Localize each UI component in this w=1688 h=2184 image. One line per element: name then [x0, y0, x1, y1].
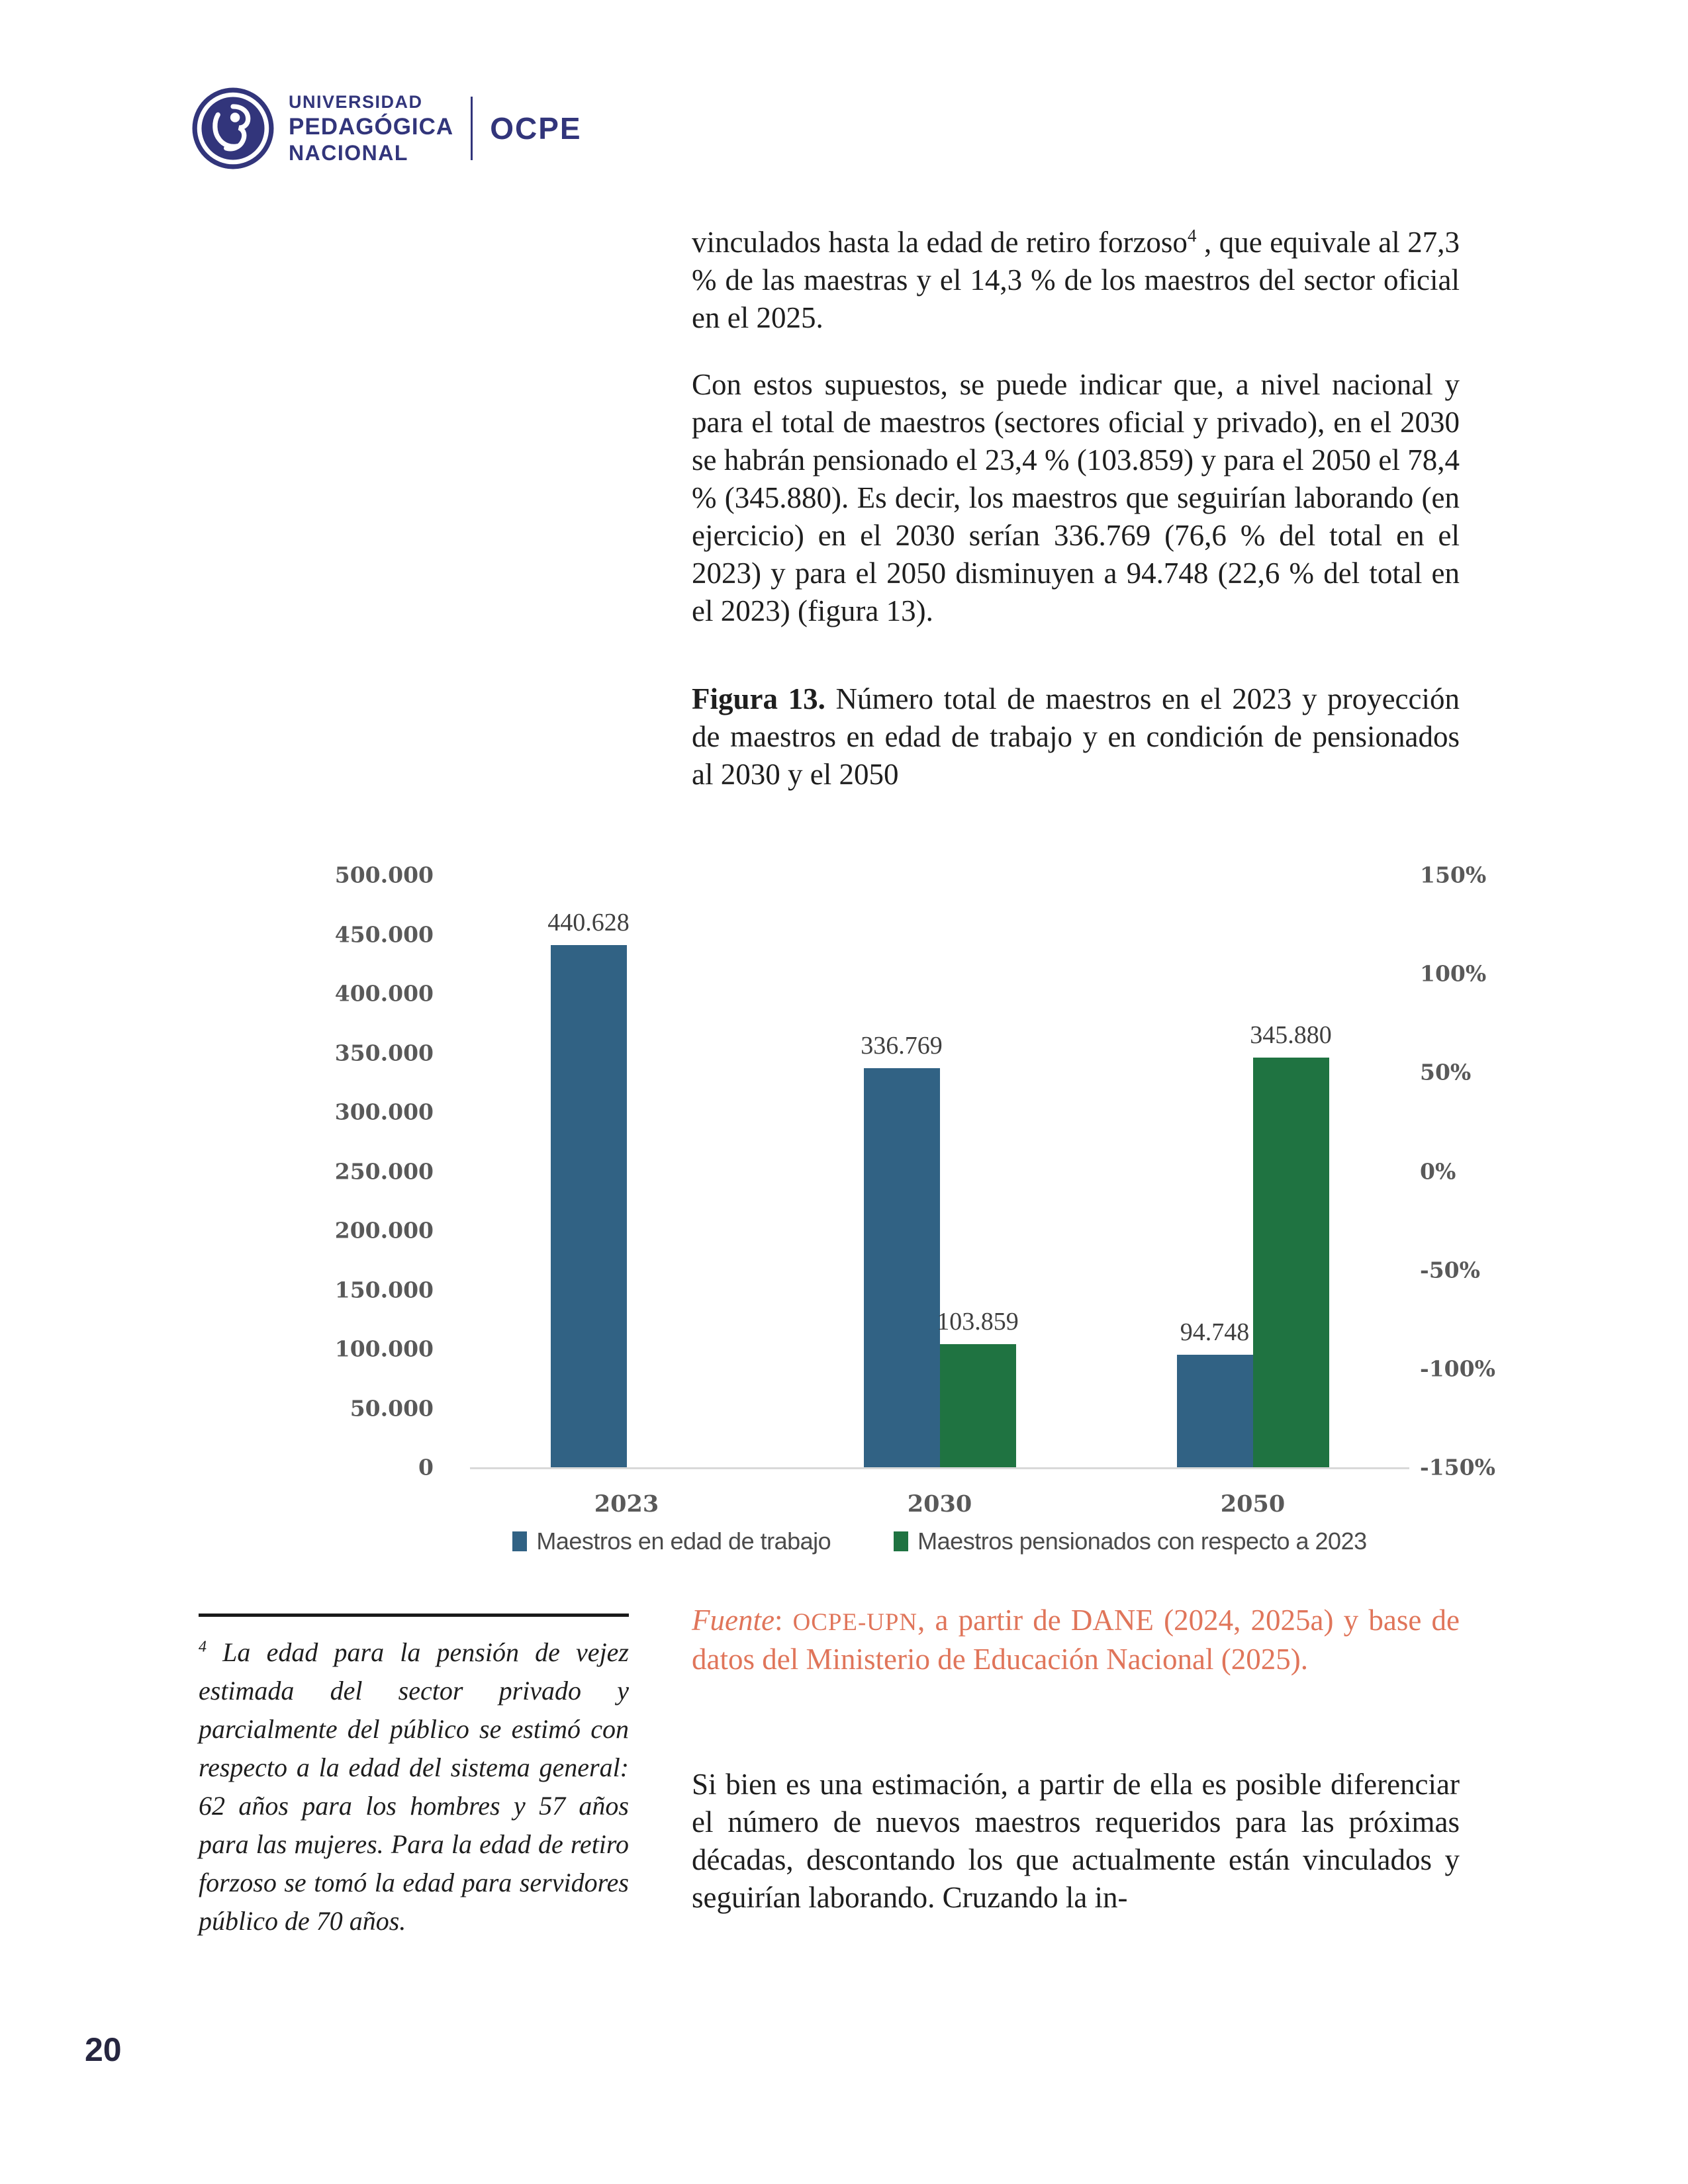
paragraph-intro-pre: vinculados hasta la edad de retiro forzoso [692, 226, 1188, 259]
figure-chart [324, 860, 1495, 1575]
paragraph-intro [692, 224, 1460, 337]
secondary-axis-tick-label: 0% [1420, 1158, 1456, 1184]
legend-item [512, 1527, 831, 1555]
legend-swatch-icon [512, 1531, 527, 1551]
legend-label: Maestros en edad de trabajo [536, 1527, 831, 1555]
secondary-axis-tick-label: -100% [1420, 1355, 1495, 1382]
y-axis-tick-label: 100.000 [334, 1336, 434, 1362]
header [192, 87, 582, 169]
university-brand [289, 93, 453, 163]
y-axis-tick-label: 200.000 [334, 1217, 434, 1244]
secondary-axis-tick-label: -50% [1420, 1257, 1480, 1283]
ocpe-label: OCPE [490, 111, 582, 146]
secondary-axis-tick-label: 100% [1420, 960, 1487, 987]
y-axis-tick-label: 450.000 [334, 921, 434, 947]
paragraph-projection: Con estos supuestos, se puede indicar que, a nivel nacional y para el total de maestros (sectores oficial y privado), en el 2030 se habrán pensionado el 23,4 % (103.859) y para el 2050 el 78,4 % (345.880). Es decir, los maestros que seguirían laborando (en ejercicio) en el 2030 serían 336.769 (76,6 % del total en el 2023) y para el 2050 disminuyen a 94.748 (22,6 % del total en el 2023) (figura 13). [692, 368, 1460, 627]
bar-pensionados-2030 [940, 1344, 1016, 1467]
y-axis-tick-label: 250.000 [334, 1158, 434, 1184]
brand-line-2: PEDAGÓGICA [289, 114, 454, 140]
figure-caption-label: Figura 13. [692, 682, 825, 715]
footnote-marker: 4 [199, 1638, 207, 1656]
legend-item [894, 1527, 1366, 1555]
y-axis-tick-label: 150.000 [334, 1277, 434, 1302]
y-axis-tick-label: 50.000 [350, 1395, 434, 1421]
figure-caption-text: Número total de maestros en el 2023 y proyección de maestros en edad de trabajo y en condición de pensionados al 2030 y el 2050 [692, 682, 1460, 791]
secondary-axis-tick-label: 50% [1420, 1059, 1472, 1085]
footnote-divider [199, 1614, 629, 1617]
brand-line-3: NACIONAL [289, 141, 408, 165]
upn-logo-icon [192, 87, 274, 169]
bar-value-label: 336.769 [861, 1032, 943, 1060]
x-axis-category-label: 2050 [1220, 1490, 1286, 1518]
header-divider [471, 97, 473, 160]
secondary-axis-tick-label: 150% [1420, 862, 1487, 888]
x-axis-category-label: 2030 [907, 1490, 972, 1518]
page-number: 20 [85, 2031, 122, 2068]
bar-value-label: 103.859 [937, 1308, 1019, 1336]
secondary-axis-tick-label: -150% [1420, 1454, 1495, 1480]
brand-line-1: UNIVERSIDAD [289, 92, 423, 112]
y-axis-tick-label: 500.000 [334, 862, 434, 888]
paragraph-closing: Si bien es una estimación, a partir de ella es posible diferenciar el número de nuevos maestros requeridos para las próximas décadas, descontando los que actualmente están vinculados y seguirían laborando. Cruzando la in- [692, 1768, 1460, 1914]
figure-caption [692, 680, 1460, 794]
y-axis-tick-label: 0 [418, 1454, 434, 1480]
legend-swatch-icon [894, 1531, 908, 1551]
chart-legend [470, 1527, 1409, 1555]
figure-source [692, 1602, 1460, 1678]
bar-value-label: 345.880 [1250, 1021, 1332, 1049]
footnote-text: La edad para la pensión de vejez estimada del sector privado y parcialmente del público se estimó con respecto a la edad del sistema general: 62 años para los hombres y 57 años para las mujeres. Para la edad de retiro forzoso se tomó la edad para servidores público de 70 años. [199, 1637, 629, 1936]
y-axis-tick-label: 350.000 [334, 1040, 434, 1066]
bar-edad-trabajo-2030 [864, 1068, 940, 1467]
bar-pensionados-2050 [1253, 1058, 1329, 1467]
x-axis-category-label: 2023 [594, 1490, 659, 1518]
y-axis-tick-label: 400.000 [334, 980, 434, 1007]
footnote [199, 1633, 629, 1940]
source-separator: : [774, 1604, 793, 1637]
bar-value-label: 440.628 [547, 909, 630, 937]
footnote-reference: 4 [1187, 226, 1197, 246]
bar-value-label: 94.748 [1180, 1318, 1250, 1347]
plot-area [470, 875, 1409, 1469]
source-label: Fuente [692, 1604, 774, 1637]
source-rest: , a partir de DANE (2024, 2025a) y base de datos del Ministerio de Educación Nacional (2025). [692, 1604, 1460, 1676]
paragraph-intro-post: , que equivale al 27,3 % de las maestras y el 14,3 % de los maestros del sector oficial en el 2025. [692, 226, 1460, 334]
bar-edad-trabajo-2050 [1177, 1355, 1253, 1467]
legend-label: Maestros pensionados con respecto a 2023 [917, 1527, 1367, 1555]
bar-edad-trabajo-2023 [551, 945, 627, 1467]
source-org: OCPE-UPN [792, 1608, 918, 1635]
y-axis-tick-label: 300.000 [334, 1099, 434, 1125]
